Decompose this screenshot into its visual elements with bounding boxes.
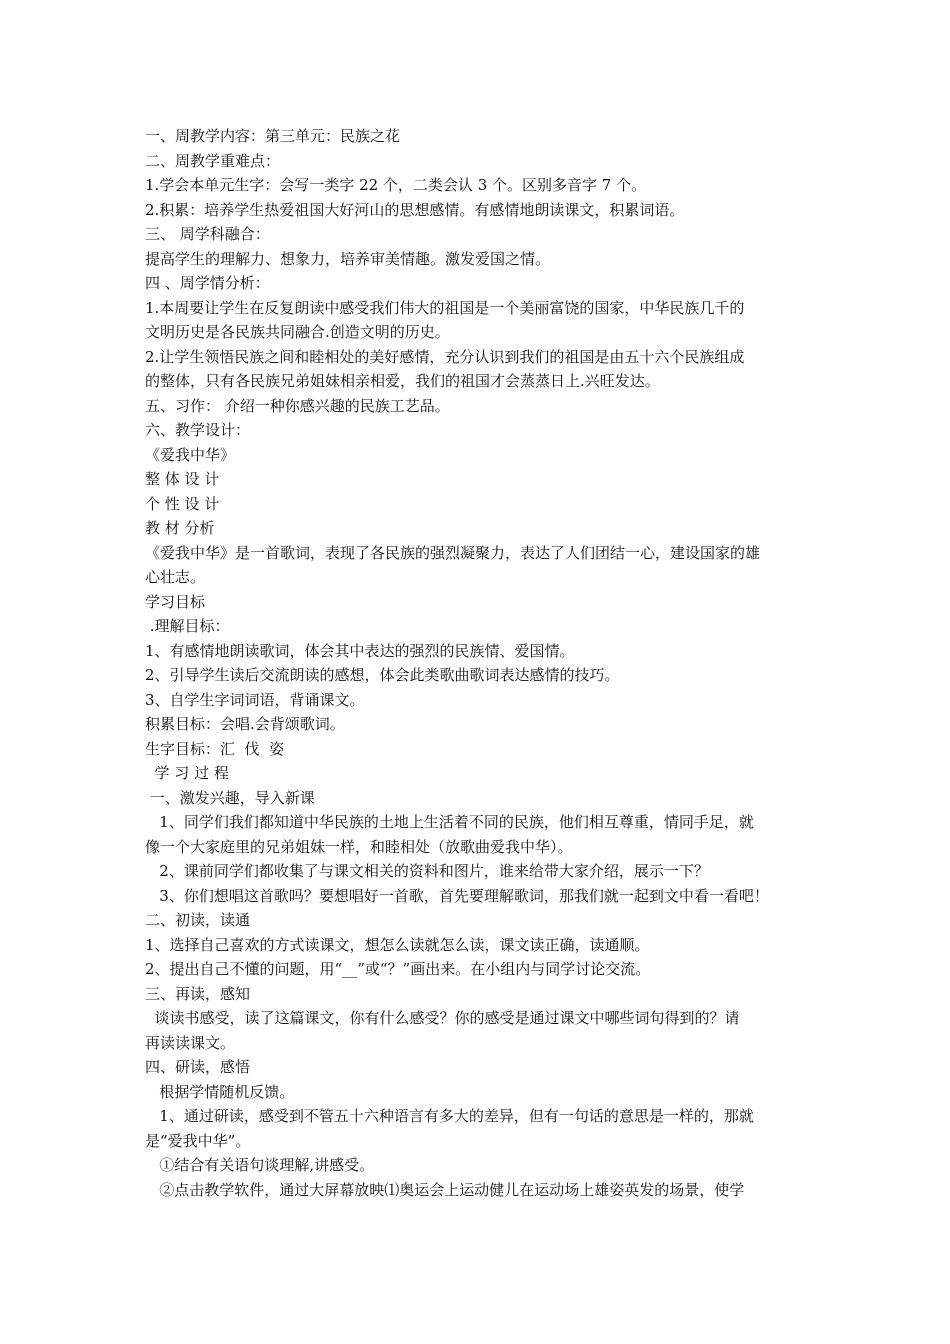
- document-line: 个 性 设 计: [145, 494, 220, 513]
- document-line: 六、教学设计：: [145, 421, 251, 439]
- document-line: 3、自学生字词词语，背诵课文。: [145, 690, 365, 709]
- document-line: .理解目标：: [145, 617, 230, 635]
- document-line: 学习目标: [145, 592, 206, 611]
- document-line: 三、 周学科融合：: [145, 225, 270, 243]
- document-line: 1.本周要让学生在反复朗读中感受我们伟大的祖国是一个美丽富饶的国家，中华民族几千的: [145, 298, 745, 317]
- document-line: ①结合有关语句谈理解,讲感受。: [145, 1156, 375, 1174]
- document-line: 1、选择自己喜欢的方式读课文，想怎么读就怎么读，课文读正确，读通顺。: [145, 935, 650, 954]
- document-line: 再读读课文。: [145, 1033, 236, 1052]
- document-line: 四 、周学情分析：: [145, 274, 270, 292]
- document-line: 1、同学们我们都知道中华民族的土地上生活着不同的民族，他们相互尊重，情同手足，就: [145, 813, 754, 831]
- document-line: 2.让学生领悟民族之间和睦相处的美好感情，充分认识到我们的祖国是由五十六个民族组成: [145, 347, 745, 366]
- document-line: 提高学生的理解力、想象力，培养审美情趣。激发爱国之情。: [145, 249, 551, 268]
- document-line: 2.积累：培养学生热爱祖国大好河山的思想感情。有感情地朗读课文，积累词语。: [145, 200, 685, 219]
- document-line: 2、提出自己不懂的问题，用“__”或“？”画出来。在小组内与同学讨论交流。: [145, 960, 651, 978]
- document-line: 谈读书感受，读了这篇课文，你有什么感受？你的感受是通过课文中哪些词句得到的？请: [145, 1009, 740, 1027]
- document-line: 积累目标：会唱.会背颂歌词。: [145, 715, 345, 733]
- document-line: 2、课前同学们都收集了与课文相关的资料和图片，谁来给带大家介绍，展示一下？: [145, 862, 709, 880]
- document-line: 1.学会本单元生字：会写一类字 22 个，二类会认 3 个。区别多音字 7 个。: [145, 176, 647, 194]
- document-line: 1、通过研读，感受到不管五十六种语言有多大的差异，但有一句话的意思是一样的，那就: [145, 1107, 754, 1125]
- document-line: 心壮志。: [145, 568, 206, 586]
- document-line: 四、研读，感悟: [145, 1058, 251, 1076]
- document-line: 是“爱我中华”。: [145, 1131, 251, 1150]
- document-line: 1、有感情地朗读歌词，体会其中表达的强烈的民族情、爱国情。: [145, 641, 575, 660]
- document-line: 一、激发兴趣，导入新课: [145, 788, 315, 807]
- document-line: 教 材 分析: [145, 519, 215, 537]
- document-line: 《爱我中华》是一首歌词，表现了各民族的强烈凝聚力，表达了人们团结一心，建设国家的雄: [145, 543, 761, 562]
- document-line: 文明历史是各民族共同融合.创造文明的历史。: [145, 323, 450, 341]
- document-line: 整 体 设 计: [145, 470, 220, 488]
- document-line: 像一个大家庭里的兄弟姐妹一样，和睦相处（放歌曲爱我中华）。: [145, 837, 573, 856]
- document-line: 二、周教学重难点：: [145, 151, 281, 170]
- document-line: 学 习 过 程: [145, 764, 229, 782]
- document-line: 二、初读，读通: [145, 911, 251, 929]
- document-line: 3、你们想唱这首歌吗？要想唱好一首歌，首先要理解歌词，那我们就一起到文中看一看吧！: [145, 886, 769, 905]
- document-line: 生字目标：汇 伐 姿: [145, 739, 285, 758]
- document-line: ②点击教学软件，通过大屏幕放映⑴奥运会上运动健儿在运动场上雄姿英发的场景，使学: [145, 1180, 745, 1199]
- document-line: 《爱我中华》: [145, 445, 236, 464]
- document-line: 五、习作： 介绍一种你感兴趣的民族工艺品。: [145, 396, 450, 415]
- document-line: 的整体，只有各民族兄弟姐妹相亲相爱，我们的祖国才会蒸蒸日上.兴旺发达。: [145, 372, 660, 390]
- document-line: 一、周教学内容：第三单元：民族之花: [145, 127, 401, 145]
- document-line: 三、再读，感知: [145, 984, 251, 1003]
- document-line: 根据学情随机反馈。: [145, 1082, 295, 1101]
- document-line: 2、引导学生读后交流朗读的感想，体会此类歌曲歌词表达感情的技巧。: [145, 666, 620, 684]
- document-body: [145, 124, 815, 1202]
